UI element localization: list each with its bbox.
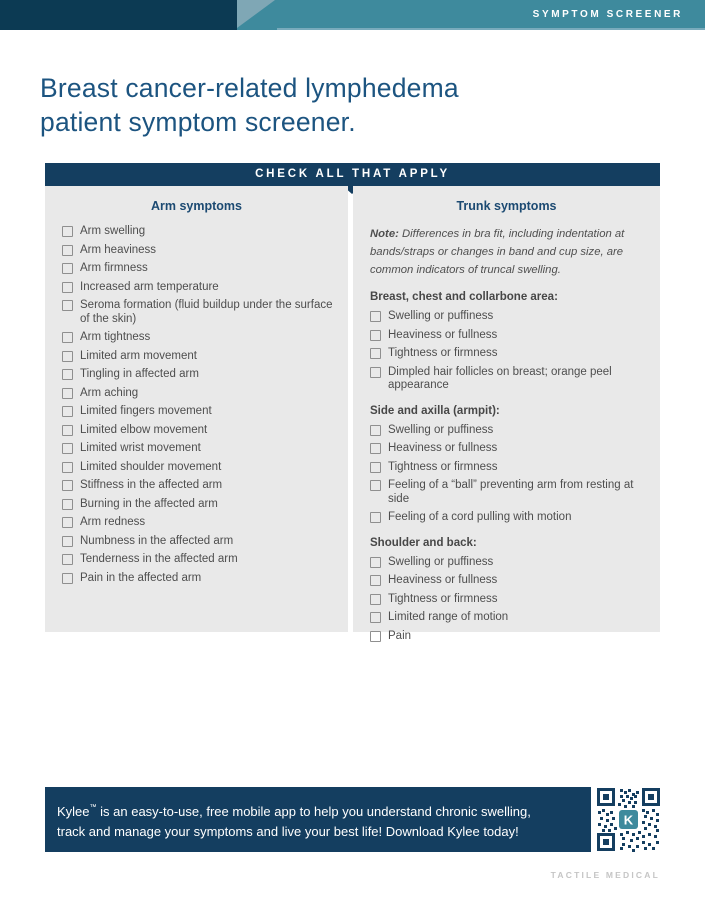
promo-line1: [57, 798, 579, 822]
symptom-checkbox[interactable]: [370, 425, 381, 436]
trunk-note: [370, 225, 645, 279]
symptom-row: [62, 244, 334, 258]
symptom-label: Increased arm temperature: [80, 280, 219, 293]
symptom-row: [62, 299, 334, 326]
symptom-row: [62, 424, 334, 438]
symptom-label: Tightness or firmness: [388, 460, 498, 473]
symptom-checkbox[interactable]: [62, 369, 73, 380]
promo-line2: track and manage your symptoms and live your best life! Download Kylee today!: [57, 823, 519, 839]
symptom-checkbox[interactable]: [62, 406, 73, 417]
symptom-row: [370, 461, 646, 475]
symptom-row: [370, 630, 646, 644]
symptom-row: [62, 516, 334, 530]
symptom-row: [370, 366, 646, 393]
symptom-row: [62, 281, 334, 295]
symptom-checkbox[interactable]: [62, 351, 73, 362]
symptom-label: Limited arm movement: [80, 349, 197, 362]
symptom-label: Arm aching: [80, 386, 139, 399]
symptom-label: Tenderness in the affected arm: [80, 553, 238, 565]
symptom-row: [62, 442, 334, 456]
check-all-banner: CHECK ALL THAT APPLY: [45, 163, 660, 186]
symptom-label: Tightness or firmness: [388, 592, 498, 605]
page-title-line2: patient symptom screener.: [40, 107, 356, 137]
symptom-row: [370, 479, 646, 506]
symptom-label: Limited fingers movement: [80, 405, 212, 417]
kylee-promo-banner: [45, 787, 591, 852]
symptom-label: Swelling or puffiness: [388, 310, 494, 322]
top-header-band: [0, 0, 705, 30]
symptom-checkbox[interactable]: [370, 612, 381, 623]
symptom-row: [370, 574, 646, 588]
symptom-checkbox[interactable]: [370, 443, 381, 454]
symptom-row: [370, 329, 646, 343]
symptom-checkbox[interactable]: [62, 388, 73, 399]
symptom-checkbox[interactable]: [62, 300, 73, 311]
symptom-row: [62, 572, 334, 586]
symptom-group: [353, 537, 660, 644]
symptom-checkbox[interactable]: [370, 575, 381, 586]
symptom-checkbox[interactable]: [370, 348, 381, 359]
symptom-checkbox[interactable]: [62, 263, 73, 274]
symptom-checkbox[interactable]: [62, 573, 73, 584]
symptom-group-list: [370, 556, 646, 644]
symptom-checkbox[interactable]: [62, 226, 73, 237]
symptom-row: [370, 424, 646, 438]
arm-symptoms-heading: Arm symptoms: [151, 199, 242, 213]
symptom-group: [353, 405, 660, 525]
trunk-symptoms-panel: [353, 186, 660, 642]
symptom-label: Heaviness or fullness: [388, 574, 498, 586]
page-title-line1: Breast cancer-related lymphedema: [40, 73, 459, 103]
symptom-label: Limited range of motion: [388, 611, 509, 623]
trunk-symptom-groups: [353, 291, 660, 643]
symptom-row: [62, 553, 334, 567]
symptom-label: Burning in the affected arm: [80, 497, 218, 510]
symptom-group-heading: Breast, chest and collarbone area:: [370, 291, 558, 303]
trunk-note-label: Note:: [370, 228, 399, 240]
promo-app-name: Kylee: [57, 803, 90, 819]
symptom-label: Dimpled hair follicles on breast; orange peel appearance: [388, 365, 612, 391]
symptom-checkbox[interactable]: [62, 332, 73, 343]
symptom-row: [370, 310, 646, 324]
symptom-row: [62, 535, 334, 549]
trademark-symbol: ™: [89, 803, 97, 811]
symptom-checkbox[interactable]: [370, 631, 381, 642]
symptom-group: [353, 291, 660, 393]
symptom-checkbox[interactable]: [62, 517, 73, 528]
symptom-checkbox[interactable]: [62, 480, 73, 491]
promo-line1-rest: is an easy-to-use, free mobile app to help you understand chronic swelling,: [96, 803, 531, 819]
symptom-row: [370, 556, 646, 570]
symptom-checkbox[interactable]: [370, 330, 381, 341]
symptom-label: Heaviness or fullness: [388, 328, 498, 341]
symptom-row: [370, 347, 646, 361]
symptom-label: Arm redness: [80, 516, 146, 528]
symptom-checkbox[interactable]: [62, 462, 73, 473]
symptom-row: [62, 262, 334, 276]
symptom-row: [370, 611, 646, 625]
header-diagonal-accent: [237, 0, 275, 28]
symptom-label: Arm heaviness: [80, 243, 157, 256]
symptom-checkbox[interactable]: [62, 443, 73, 454]
symptom-checkbox[interactable]: [370, 557, 381, 568]
header-navy-block: [0, 0, 237, 30]
trunk-symptoms-heading: Trunk symptoms: [456, 199, 557, 213]
symptom-row: [62, 405, 334, 419]
symptom-row: [62, 225, 334, 239]
page-title: [40, 71, 459, 139]
symptom-checkbox[interactable]: [370, 480, 381, 491]
symptom-label: Pain in the affected arm: [80, 571, 202, 584]
symptom-row: [62, 387, 334, 401]
arm-symptoms-list: [62, 225, 334, 585]
qr-code: [596, 787, 661, 852]
symptom-label: Limited elbow movement: [80, 423, 208, 436]
symptom-checkbox[interactable]: [62, 536, 73, 547]
symptom-checkbox[interactable]: [62, 245, 73, 256]
symptom-group-heading: Shoulder and back:: [370, 536, 477, 549]
symptom-row: [370, 511, 646, 525]
symptom-checkbox[interactable]: [62, 282, 73, 293]
symptom-label: Tightness or firmness: [388, 347, 498, 359]
symptom-group-list: [370, 310, 646, 393]
arm-symptoms-panel: [45, 186, 348, 632]
qr-k-letter: K: [623, 812, 634, 828]
brand-wordmark: TACTILE MEDICAL: [550, 870, 660, 880]
symptom-checkbox[interactable]: [62, 425, 73, 436]
symptom-row: [370, 442, 646, 456]
symptom-label: Pain: [388, 629, 412, 642]
symptom-label: Arm swelling: [80, 225, 146, 237]
symptom-row: [62, 368, 334, 382]
header-label: SYMPTOM SCREENER: [532, 9, 683, 20]
symptom-label: Arm firmness: [80, 262, 148, 274]
symptom-label: Swelling or puffiness: [388, 423, 494, 436]
symptom-group-list: [370, 424, 646, 525]
symptom-checkbox[interactable]: [370, 462, 381, 473]
symptom-row: [370, 593, 646, 607]
symptom-label: Swelling or puffiness: [388, 555, 494, 568]
symptom-label: Limited shoulder movement: [80, 460, 222, 473]
symptom-checkbox[interactable]: [62, 499, 73, 510]
trunk-note-body: Differences in bra fit, including indentation at bands/straps or changes in band and cup size, are common indicators of truncal swelling.: [370, 228, 625, 276]
symptom-label: Arm tightness: [80, 331, 151, 343]
symptom-checkbox[interactable]: [370, 367, 381, 378]
symptom-group-heading: Side and axilla (armpit):: [370, 404, 500, 417]
symptom-checkbox[interactable]: [370, 594, 381, 605]
symptom-checkbox[interactable]: [370, 311, 381, 322]
symptom-checkbox[interactable]: [370, 512, 381, 523]
symptom-row: [62, 498, 334, 512]
symptom-label: Stiffness in the affected arm: [80, 479, 223, 491]
symptom-label: Seroma formation (fluid buildup under the surface of the skin): [80, 299, 333, 325]
symptom-row: [62, 479, 334, 493]
symptom-label: Feeling of a cord pulling with motion: [388, 511, 572, 523]
symptom-label: Tingling in affected arm: [80, 368, 199, 380]
symptom-label: Feeling of a “ball” preventing arm from resting at side: [388, 479, 634, 505]
symptom-checkbox[interactable]: [62, 554, 73, 565]
symptom-row: [62, 461, 334, 475]
symptom-row: [62, 350, 334, 364]
symptom-label: Limited wrist movement: [80, 442, 201, 454]
symptom-label: Numbness in the affected arm: [80, 534, 234, 547]
symptom-label: Heaviness or fullness: [388, 442, 498, 454]
symptom-row: [62, 331, 334, 345]
